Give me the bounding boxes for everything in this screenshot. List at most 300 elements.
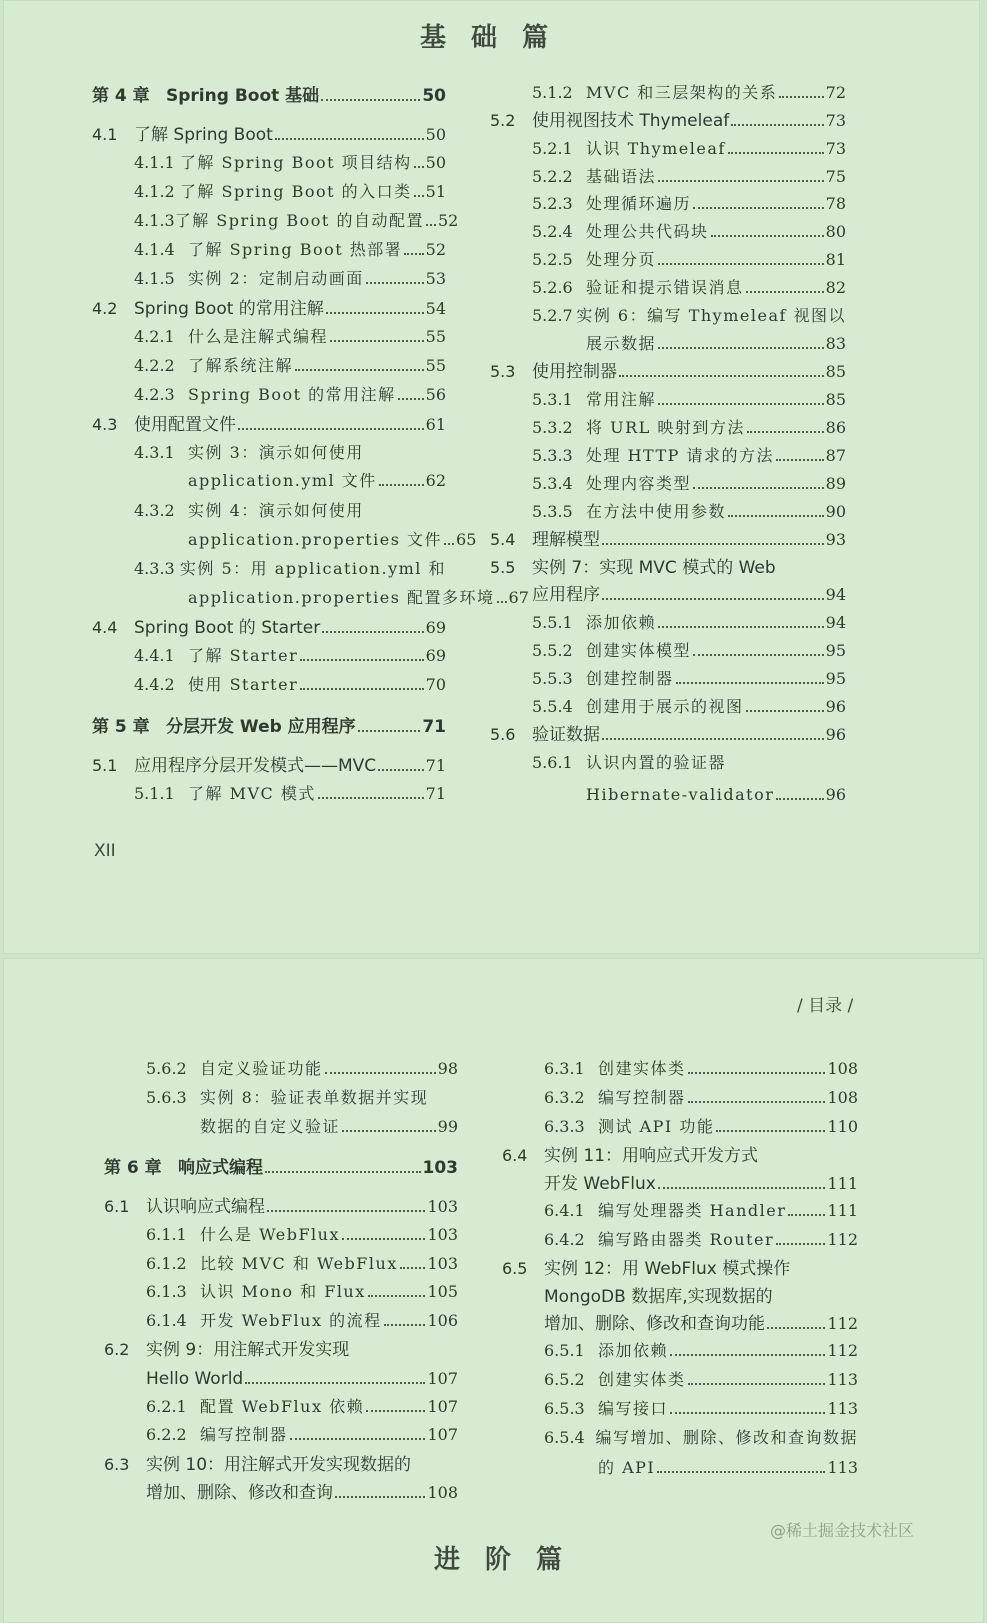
entry-page-number: 103 — [422, 1158, 458, 1178]
entry-title: 创建控制器 — [586, 669, 674, 688]
entry-page-number: 54 — [425, 299, 446, 318]
entry-title: 分层开发 Web 应用程序 — [166, 717, 356, 737]
leader-dots — [602, 543, 824, 545]
entry-page-number: 108 — [827, 1059, 858, 1078]
entry-title: 实例 5：用 application.yml 和 — [179, 559, 446, 578]
leader-dots — [728, 515, 824, 517]
entry-title: 了解 Spring Boot 热部署 — [188, 240, 403, 259]
leader-dots — [658, 180, 824, 182]
leader-dots — [404, 253, 423, 255]
leader-dots — [358, 730, 421, 732]
entry-number: 5.6.2 — [146, 1059, 187, 1078]
chapter-entry — [92, 717, 446, 737]
entry-number: 6.4.2 — [544, 1230, 585, 1249]
leader-dots — [711, 235, 824, 237]
section-entry — [490, 111, 846, 131]
entry-page-number: 55 — [425, 327, 446, 346]
entry-number: 5.4 — [490, 530, 516, 549]
leader-dots — [688, 1072, 826, 1074]
entry-title: 实例 8：验证表单数据并实现 — [200, 1088, 429, 1107]
entry-page-number: 52 — [425, 240, 446, 259]
toc-entry — [544, 1230, 858, 1250]
leader-dots — [265, 1171, 421, 1173]
toc-entry — [146, 1254, 458, 1274]
entry-page-number: 71 — [425, 784, 446, 803]
entry-page-number: 96 — [825, 785, 846, 804]
leader-dots — [366, 1410, 425, 1412]
toc-page-top — [3, 0, 980, 954]
entry-title: 常用注解 — [586, 390, 657, 409]
entry-title: application.properties 文件 — [188, 530, 443, 549]
entry-title: Hibernate-validator — [586, 785, 775, 804]
entry-title: Hello World — [146, 1369, 244, 1389]
entry-page-number: 71 — [422, 717, 446, 737]
leader-dots — [693, 487, 824, 489]
entry-number: 4.1.2 — [134, 182, 175, 201]
entry-number: 5.6.1 — [532, 753, 573, 772]
entry-number: 6.1.1 — [146, 1225, 187, 1244]
toc-entry — [188, 471, 446, 491]
entry-page-number: 112 — [827, 1341, 858, 1360]
toc-entry — [586, 334, 846, 354]
toc-entry — [532, 585, 846, 605]
entry-number: 5.3.2 — [532, 418, 573, 437]
entry-title: 开发 WebFlux 的流程 — [200, 1311, 382, 1330]
entry-page-number: 72 — [825, 83, 846, 102]
toc-entry — [544, 1088, 858, 1108]
entry-title: 实例 12：用 WebFlux 模式操作 — [544, 1259, 791, 1279]
leader-dots — [275, 138, 424, 140]
leader-dots — [426, 224, 436, 226]
entry-number: 4.2.3 — [134, 385, 175, 404]
section-entry — [92, 756, 446, 776]
entry-page-number: 55 — [425, 356, 446, 375]
entry-page-number: 62 — [425, 471, 446, 490]
entry-number: 5.3.5 — [532, 502, 573, 521]
entry-title: 编写接口 — [598, 1399, 669, 1418]
leader-dots — [379, 484, 424, 486]
entry-title: 使用 Starter — [188, 675, 299, 694]
toc-entry — [134, 559, 446, 579]
toc-entry — [146, 1311, 458, 1331]
leader-dots — [779, 96, 823, 98]
entry-title: 创建用于展示的视图 — [586, 697, 744, 716]
leader-dots — [400, 1267, 426, 1269]
entry-title: 了解 Spring Boot 的入口类 — [179, 182, 412, 201]
entry-title: 的 API — [598, 1458, 656, 1477]
entry-number: 第 6 章 — [104, 1158, 162, 1178]
entry-title: 配置 WebFlux 依赖 — [200, 1397, 365, 1416]
entry-page-number: 90 — [825, 502, 846, 521]
section-entry — [104, 1340, 458, 1360]
toc-entry — [532, 278, 846, 298]
toc-entry — [532, 222, 846, 242]
entry-title: 认识响应式编程 — [146, 1197, 265, 1217]
leader-dots — [688, 1101, 826, 1103]
section-entry — [92, 299, 446, 319]
section-title-basics: 基 础 篇 — [420, 23, 557, 53]
entry-number: 6.1 — [104, 1197, 130, 1216]
entry-title: 使用控制器 — [532, 362, 617, 382]
entry-page-number: 53 — [425, 269, 446, 288]
entry-number: 4.3.1 — [134, 443, 175, 462]
entry-page-number: 98 — [437, 1059, 458, 1078]
leader-dots — [670, 1412, 825, 1414]
leader-dots — [444, 543, 454, 545]
section-entry — [104, 1197, 458, 1217]
leader-dots — [245, 1382, 425, 1384]
entry-number: 5.2.1 — [532, 139, 573, 158]
entry-number: 5.2 — [490, 111, 516, 130]
toc-entry — [146, 1397, 458, 1417]
leader-dots — [776, 1243, 825, 1245]
entry-page-number: 51 — [425, 182, 446, 201]
entry-page-number: 82 — [825, 278, 846, 297]
leader-dots — [776, 459, 824, 461]
toc-entry — [134, 182, 446, 202]
leader-dots — [321, 99, 420, 101]
entry-page-number: 94 — [825, 613, 846, 632]
entry-title: 创建实体类 — [598, 1059, 686, 1078]
leader-dots — [767, 1327, 825, 1329]
entry-page-number: 112 — [827, 1230, 858, 1249]
entry-title: 应用程序 — [532, 585, 600, 605]
entry-page-number: 50 — [425, 153, 446, 172]
entry-number: 6.2.1 — [146, 1397, 187, 1416]
entry-title: application.yml 文件 — [188, 471, 377, 490]
entry-title: 了解 Spring Boot 项目结构 — [179, 153, 412, 172]
section-entry — [502, 1259, 858, 1279]
entry-number: 6.4.1 — [544, 1201, 585, 1220]
entry-page-number: 107 — [427, 1369, 458, 1388]
leader-dots — [747, 431, 824, 433]
entry-page-number: 85 — [825, 390, 846, 409]
entry-number: 4.2 — [92, 299, 118, 318]
entry-title: 实例 4：演示如何使用 — [188, 501, 364, 520]
entry-number: 第 5 章 — [92, 717, 150, 737]
toc-entry — [532, 613, 846, 633]
entry-number: 6.5.2 — [544, 1370, 585, 1389]
leader-dots — [657, 1471, 825, 1473]
toc-entry — [532, 502, 846, 522]
entry-page-number: 99 — [437, 1117, 458, 1136]
section-entry — [490, 362, 846, 382]
watermark: @稀土掘金技术社区 — [770, 1521, 915, 1540]
entry-page-number: 113 — [827, 1399, 858, 1418]
entry-page-number: 106 — [427, 1311, 458, 1330]
toc-entry — [544, 1287, 858, 1307]
entry-title: 理解模型 — [532, 530, 600, 550]
entry-number: 5.1 — [92, 756, 118, 775]
entry-title: 添加依赖 — [598, 1341, 669, 1360]
entry-number: 4.3.3 — [134, 559, 175, 578]
entry-number: 4.4 — [92, 618, 118, 637]
leader-dots — [670, 1354, 825, 1356]
entry-title: 处理公共代码块 — [586, 222, 709, 241]
entry-title: 实例 11：用响应式开发方式 — [544, 1146, 759, 1166]
entry-page-number: 108 — [427, 1483, 458, 1502]
entry-title: 编写增加、删除、修改和查询数据 — [595, 1428, 858, 1447]
entry-page-number: 110 — [827, 1117, 858, 1136]
toc-entry — [146, 1059, 458, 1079]
page-number-roman: XII — [94, 841, 116, 861]
section-entry — [92, 415, 446, 435]
entry-page-number: 78 — [825, 194, 846, 213]
leader-dots — [728, 152, 824, 154]
entry-title: 响应式编程 — [178, 1158, 263, 1178]
entry-page-number: 95 — [825, 669, 846, 688]
entry-number: 5.1.1 — [134, 784, 175, 803]
leader-dots — [619, 375, 824, 377]
leader-dots — [716, 1130, 825, 1132]
entry-number: 6.2 — [104, 1340, 130, 1359]
entry-title: 测试 API 功能 — [598, 1117, 715, 1136]
leader-dots — [326, 312, 424, 314]
entry-title: 在方法中使用参数 — [586, 502, 727, 521]
entry-number: 5.2.5 — [532, 250, 573, 269]
leader-dots — [746, 291, 824, 293]
entry-number: 5.3.1 — [532, 390, 573, 409]
toc-entry — [544, 1059, 858, 1079]
entry-title: 了解 Spring Boot — [134, 125, 273, 145]
chapter-entry — [92, 86, 446, 106]
toc-entry — [544, 1428, 858, 1448]
section-entry — [490, 558, 846, 578]
entry-page-number: 65 — [456, 530, 477, 549]
entry-number: 6.1.4 — [146, 1311, 187, 1330]
entry-page-number: 73 — [825, 111, 846, 130]
entry-page-number: 105 — [427, 1282, 458, 1301]
entry-number: 6.5.3 — [544, 1399, 585, 1418]
entry-number: 5.3.4 — [532, 474, 573, 493]
leader-dots — [378, 769, 423, 771]
entry-number: 6.5.4 — [544, 1428, 585, 1447]
entry-title: 增加、删除、修改和查询功能 — [544, 1314, 765, 1334]
section-entry — [104, 1455, 458, 1475]
entry-title: 验证数据 — [532, 725, 600, 745]
entry-title: 开发 WebFlux — [544, 1174, 656, 1194]
section-entry — [92, 618, 446, 638]
entry-title: 处理 HTTP 请求的方法 — [586, 446, 775, 465]
entry-number: 6.3.2 — [544, 1088, 585, 1107]
entry-page-number: 80 — [825, 222, 846, 241]
leader-dots — [238, 428, 424, 430]
toc-entry — [134, 211, 459, 231]
entry-page-number: 50 — [422, 86, 446, 106]
toc-entry — [586, 785, 846, 805]
leader-dots — [746, 710, 824, 712]
entry-number: 5.2.2 — [532, 167, 573, 186]
section-entry — [502, 1146, 858, 1166]
entry-page-number: 69 — [425, 618, 446, 637]
leader-dots — [414, 166, 424, 168]
toc-entry — [532, 83, 846, 103]
toc-entry — [146, 1225, 458, 1245]
entry-page-number: 52 — [437, 211, 459, 230]
toc-entry — [146, 1425, 458, 1445]
leader-dots — [658, 1187, 826, 1189]
entry-number: 4.2.1 — [134, 327, 175, 346]
toc-entry — [532, 697, 846, 717]
entry-title: 展示数据 — [586, 334, 657, 353]
leader-dots — [398, 398, 424, 400]
entry-number: 4.4.2 — [134, 675, 175, 694]
toc-entry — [134, 443, 446, 463]
toc-entry — [188, 530, 477, 550]
toc-entry — [146, 1088, 458, 1108]
entry-title: 了解系统注解 — [188, 356, 294, 375]
leader-dots — [384, 1324, 426, 1326]
leader-dots — [414, 195, 424, 197]
entry-page-number: 93 — [825, 530, 846, 549]
entry-title: 应用程序分层开发模式——MVC — [134, 756, 377, 776]
running-header: / 目录 / — [797, 996, 854, 1016]
entry-page-number: 103 — [427, 1254, 458, 1273]
entry-page-number: 96 — [825, 725, 846, 744]
entry-title: 数据的自定义验证 — [200, 1117, 341, 1136]
entry-title: 处理内容类型 — [586, 474, 692, 493]
entry-title: 编写控制器 — [200, 1425, 288, 1444]
entry-page-number: 50 — [425, 125, 446, 144]
entry-page-number: 112 — [827, 1314, 858, 1333]
toc-entry — [532, 474, 846, 494]
toc-entry — [544, 1341, 858, 1361]
entry-number: 6.3.3 — [544, 1117, 585, 1136]
toc-entry — [532, 390, 846, 410]
entry-title: 基础语法 — [586, 167, 657, 186]
toc-entry — [532, 167, 846, 187]
toc-entry — [544, 1370, 858, 1390]
leader-dots — [676, 682, 824, 684]
entry-number: 6.3.1 — [544, 1059, 585, 1078]
leader-dots — [497, 601, 507, 603]
entry-title: 处理循环遍历 — [586, 194, 692, 213]
entry-number: 4.1 — [92, 125, 118, 144]
toc-entry — [134, 784, 446, 804]
entry-page-number: 103 — [427, 1197, 458, 1216]
toc-entry — [134, 385, 446, 405]
leader-dots — [602, 598, 824, 600]
entry-title: MVC 和三层架构的关系 — [586, 83, 778, 102]
toc-entry — [134, 675, 446, 695]
entry-number: 6.5.1 — [544, 1341, 585, 1360]
entry-title: 添加依赖 — [586, 613, 657, 632]
leader-dots — [658, 263, 824, 265]
toc-entry — [532, 669, 846, 689]
entry-page-number: 113 — [827, 1370, 858, 1389]
entry-title: MongoDB 数据库,实现数据的 — [544, 1287, 773, 1307]
toc-entry — [188, 588, 529, 608]
entry-number: 5.5.3 — [532, 669, 573, 688]
entry-page-number: 56 — [425, 385, 446, 404]
entry-page-number: 111 — [827, 1174, 858, 1193]
entry-title: 比较 MVC 和 WebFlux — [200, 1254, 398, 1273]
leader-dots — [776, 798, 823, 800]
leader-dots — [688, 1383, 826, 1385]
leader-dots — [693, 654, 824, 656]
entry-page-number: 94 — [825, 585, 846, 604]
entry-title: Spring Boot 的常用注解 — [188, 385, 396, 404]
entry-page-number: 95 — [825, 641, 846, 660]
toc-entry — [544, 1174, 858, 1194]
chapter-entry — [104, 1158, 458, 1178]
entry-number: 5.2.7 — [532, 306, 573, 325]
entry-number: 5.2.4 — [532, 222, 573, 241]
entry-number: 4.4.1 — [134, 646, 175, 665]
entry-title: 使用视图技术 Thymeleaf — [532, 111, 730, 131]
leader-dots — [788, 1214, 825, 1216]
entry-title: 认识 Mono 和 Flux — [200, 1282, 366, 1301]
entry-page-number: 67 — [508, 588, 529, 607]
leader-dots — [300, 688, 423, 690]
entry-page-number: 69 — [425, 646, 446, 665]
entry-number: 5.5.4 — [532, 697, 573, 716]
entry-number: 4.1.5 — [134, 269, 175, 288]
toc-entry — [134, 269, 446, 289]
toc-entry — [532, 194, 846, 214]
leader-dots — [322, 631, 423, 633]
entry-number: 5.3.3 — [532, 446, 573, 465]
entry-title: 什么是 WebFlux — [200, 1225, 340, 1244]
toc-entry — [532, 250, 846, 270]
section-entry — [490, 530, 846, 550]
entry-number: 5.3 — [490, 362, 516, 381]
toc-entry — [544, 1314, 858, 1334]
entry-title: 了解 Spring Boot 的自动配置 — [174, 211, 424, 230]
entry-page-number: 85 — [825, 362, 846, 381]
toc-entry — [532, 139, 846, 159]
entry-page-number: 103 — [427, 1225, 458, 1244]
toc-entry — [146, 1282, 458, 1302]
entry-title: 验证和提示错误消息 — [586, 278, 744, 297]
entry-number: 4.1.1 — [134, 153, 175, 172]
toc-entry — [146, 1369, 458, 1389]
entry-number: 6.3 — [104, 1455, 130, 1474]
leader-dots — [658, 403, 824, 405]
entry-page-number: 87 — [825, 446, 846, 465]
entry-number: 6.4 — [502, 1146, 528, 1165]
entry-page-number: 86 — [825, 418, 846, 437]
leader-dots — [295, 369, 424, 371]
leader-dots — [368, 1295, 426, 1297]
entry-page-number: 107 — [427, 1397, 458, 1416]
entry-page-number: 111 — [827, 1201, 858, 1220]
entry-number: 6.1.2 — [146, 1254, 187, 1273]
entry-page-number: 73 — [825, 139, 846, 158]
entry-number: 5.1.2 — [532, 83, 573, 102]
toc-entry — [134, 153, 446, 173]
entry-title: 认识 Thymeleaf — [586, 139, 726, 158]
entry-number: 4.2.2 — [134, 356, 175, 375]
toc-entry — [544, 1201, 858, 1221]
entry-number: 4.3 — [92, 415, 118, 434]
leader-dots — [330, 340, 424, 342]
entry-page-number: 108 — [827, 1088, 858, 1107]
toc-entry — [134, 356, 446, 376]
toc-entry — [532, 446, 846, 466]
entry-title: application.properties 配置多环境 — [188, 588, 495, 607]
entry-title: 认识内置的验证器 — [586, 753, 727, 772]
entry-title: 实例 3：演示如何使用 — [188, 443, 364, 462]
leader-dots — [693, 207, 824, 209]
leader-dots — [602, 738, 824, 740]
toc-entry — [134, 501, 446, 521]
entry-number: 第 4 章 — [92, 86, 150, 106]
toc-entry — [134, 240, 446, 260]
entry-number: 6.5 — [502, 1259, 528, 1278]
entry-number: 5.5.2 — [532, 641, 573, 660]
entry-title: 实例 7：实现 MVC 模式的 Web — [532, 558, 776, 578]
